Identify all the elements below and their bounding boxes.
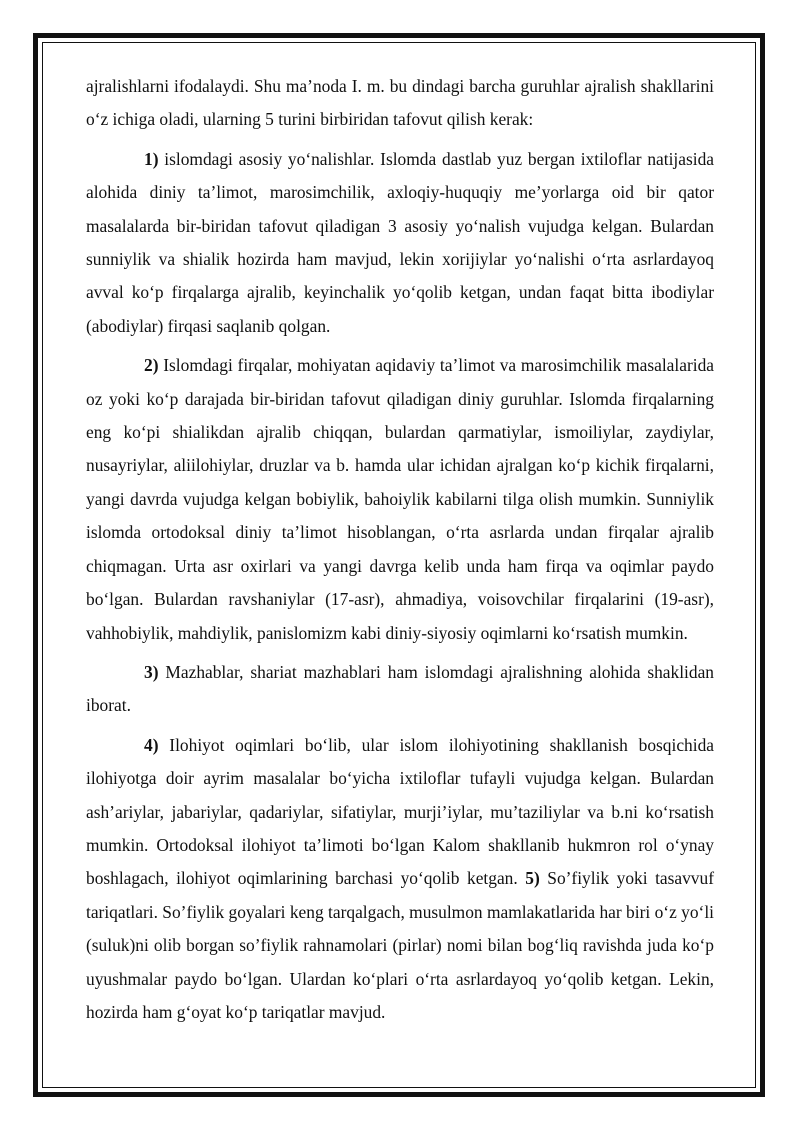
paragraph-intro	[86, 70, 714, 137]
paragraph-item-2	[86, 349, 714, 650]
paragraph-text: islomdagi asosiy yo‘nalishlar. Islomda dastlab yuz bergan ixtiloflar natijasida alohida diniy ta’limot, marosimchilik, axloqiy-huquqiy me’yorlarga oid bir qator masalalarda bir-biridan tafovut qiladigan 3 asosiy yo‘nalish vujudga kelgan. Bulardan sunniylik va shialik hozirda ham mavjud, lekin xorijiylar yo‘nalishi o‘rta asrlardayoq avval ko‘p firqalarga ajralib, keyinchalik yo‘qolib ketgan, undan faqat bitta ibodiylar (abodiylar) firqasi saqlanib qolgan.	[86, 148, 714, 336]
paragraph-text: Ilohiyot oqimlari bo‘lib, ular islom ilohiyotining shakllanish bosqichida ilohiyotga doir ayrim masalalar bo‘yicha ixtiloflar tufayli vujudga kelgan. Bulardan ash’ariylar, jabariylar, qadariylar, sifatiylar, murji’iylar, mu’taziliylar va b.ni ko‘rsatish mumkin. Ortodoksal ilohiyot ta’limoti bo‘lgan Kalom shakllanib hukmron rol o‘ynay boshlagach, ilohiyot oqimlarining barchasi yo‘qolib ketgan.	[86, 734, 714, 889]
item-number: 4)	[144, 734, 159, 755]
item-number: 5)	[525, 868, 540, 889]
document-body	[86, 70, 714, 1029]
paragraph-item-1	[86, 143, 714, 343]
paragraph-text: Islomdagi firqalar, mohiyatan aqidaviy ta’limot va marosimchilik masalalarida oz yoki ko‘p darajada bir-biridan tafovut qiladigan diniy guruhlar. Islomda firqalarning eng ko‘pi shialikdan ajralib chiqqan, bulardan qarmatiylar, ismoiliylar, zaydiylar, nusayriylar, aliilohiylar, druzlar va b. hamda ular ichidan ajralgan ko‘p kichik firqalarni, yangi davrda vujudga kelgan bobiylik, bahoiylik kabilarni tilga olish mumkin. Sunniylik islomda ortodoksal diniy ta’limot hisoblangan, o‘rta asrlarda undan firqalar ajralib chiqmagan. Urta asr oxirlari va yangi davrga kelib unda ham firqa va oqimlar paydo bo‘lgan. Bulardan ravshaniylar (17-asr), ahmadiya, voisovchilar firqalarini (19-asr), vahhobiylik, mahdiylik, panislomizm kabi diniy-siyosiy oqimlarni ko‘rsatish mumkin.	[86, 355, 714, 643]
item-number: 1)	[144, 148, 159, 169]
paragraph-text: Mazhablar, shariat mazhablari ham islomdagi ajralishning alohida shaklidan iborat.	[86, 661, 714, 716]
paragraph-item-3	[86, 656, 714, 723]
paragraph-text: ajralishlarni ifodalaydi. Shu ma’noda I. m. bu dindagi barcha guruhlar ajralish shakllarini o‘z ichiga oladi, ularning 5 turini birbiridan tafovut qilish kerak:	[86, 76, 714, 130]
item-number: 3)	[144, 661, 159, 682]
item-number: 2)	[144, 355, 159, 376]
paragraph-item-4-5	[86, 729, 714, 1030]
paragraph-text: So’fiylik yoki tasavvuf tariqatlari. So’fiylik goyalari keng tarqalgach, musulmon mamlakatlarida har biri o‘z yo‘li (suluk)ni olib borgan so’fiylik rahnamolari (pirlar) nomi bilan bog‘liq ravishda juda ko‘p uyushmalar paydo bo‘lgan. Ulardan ko‘plari o‘rta asrlardayoq yo‘qolib ketgan. Lekin, hozirda ham g‘oyat ko‘p tariqatlar mavjud.	[86, 868, 714, 1022]
